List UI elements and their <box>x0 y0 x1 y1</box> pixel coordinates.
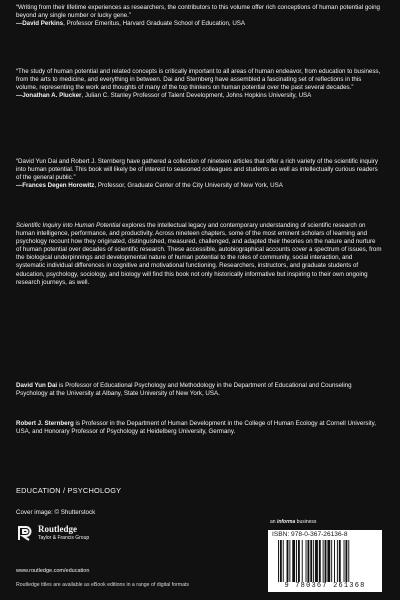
barcode-bar <box>348 540 349 582</box>
bio-name: David Yun Dai <box>16 382 58 389</box>
barcode-bar <box>327 540 330 582</box>
quote-attribution <box>16 182 382 190</box>
bio-text: is Professor in the Department of Human Development in the College of Human Ecology at Cornell University, USA, and Honorary Professor of Psychology at Heidelberg University, Germany. <box>16 420 376 436</box>
quote-author: —Frances Degen Horowitz <box>16 182 95 190</box>
quote-text: “The study of human potential and related concepts is critically important to all areas of human endeavor, from education to business, from the arts to medicine, and everything in between. Dai and Sternberg have assembled a fascinating set of reflections in this volume, representing the work and thoughts of many of the top thinkers on human potential over the past several decades.” <box>16 68 381 92</box>
barcode-panel <box>268 530 382 592</box>
quote-attribution <box>16 92 382 100</box>
author-bio-1 <box>16 382 382 398</box>
barcode-bar <box>287 540 289 582</box>
bio-text: is Professor of Educational Psychology and Methodology in the Department of Educational and Counseling Psychology at the University at Albany, State University of New York, USA. <box>16 382 352 398</box>
author-bio-2 <box>16 420 382 436</box>
barcode-bar <box>323 540 324 582</box>
quote-affiliation: , Professor, Graduate Center of the City University of New York, USA <box>94 182 283 190</box>
endorsement-quote-2 <box>16 68 382 100</box>
barcode-bar <box>344 540 345 582</box>
barcode-bar <box>296 540 297 582</box>
barcode-bar <box>345 540 347 582</box>
quote-author: —Jonathan A. Plucker <box>16 92 82 100</box>
barcode-bar <box>315 540 318 582</box>
publisher-group: Taylor & Francis Group <box>38 535 90 541</box>
publisher-logo <box>16 523 136 553</box>
barcode-bar <box>325 540 327 582</box>
barcode-bar <box>310 540 312 582</box>
barcode-bar <box>307 540 309 582</box>
barcode-bar <box>334 540 335 582</box>
barcode-bar <box>313 540 314 582</box>
barcode-bar <box>331 540 332 582</box>
barcode-bar <box>278 540 279 582</box>
endorsement-quote-3 <box>16 158 382 190</box>
barcode-bar <box>337 540 338 582</box>
informa-business-label: an informa business <box>270 519 317 525</box>
barcode-bar <box>283 540 284 582</box>
quote-text: “Writing from their lifetime experiences as researchers, the contributors to this volume offer rich conceptions of human potential going beyond any single number or lucky gene.” <box>16 4 380 20</box>
barcode-digits: 9 780367 261368 <box>284 582 366 590</box>
barcode-icon <box>278 540 372 582</box>
barcode-bar <box>298 540 300 582</box>
publisher-url[interactable]: www.routledge.com/education <box>16 568 90 574</box>
barcode-bar <box>302 540 303 582</box>
routledge-logo-icon <box>16 523 36 543</box>
quote-author: —David Perkins <box>16 20 64 28</box>
description-body: explores the intellectual legacy and contemporary understanding of scientific research on human intelligence, performance, and productivity. Across nineteen chapters, some of the most eminent scholars of learning and psychology recount how they originated, distinguished, measured, challenged, and adapted their theories on the nature and nurture of human potential over decades of scientific research. These accessible, autobiographical accounts cover a spectrum of issues, from the biological underpinnings and developmental nature of human potential to the roles of community, social interaction, and systematic individual differences in cognitive and motivational functioning. Researchers, instructors, and graduate students of education, psychology, sociology, and biology will find this book not only historically informative but inspiring to their own ongoing research journeys, as well. <box>16 222 382 286</box>
barcode-bar <box>339 540 341 582</box>
book-description <box>16 222 382 287</box>
quote-affiliation: , Julian C. Stanley Professor of Talent Development, Johns Hopkins University, USA <box>81 92 312 100</box>
subject-category: EDUCATION / PSYCHOLOGY <box>16 486 122 495</box>
informa-brand: informa <box>276 519 296 525</box>
endorsement-quote-1 <box>16 4 382 28</box>
quote-text: “David Yun Dai and Robert J. Sternberg have gathered a collection of nineteen articles that offer a rich variety of the scientific inquiry into human potential. This book will likely be of interest to seasoned colleagues and students as well as intellectually curious readers of the general public.” <box>16 158 378 182</box>
barcode-bar <box>319 540 321 582</box>
barcode-bar <box>280 540 282 582</box>
bio-name: Robert J. Sternberg <box>16 420 74 427</box>
barcode-bar <box>289 540 290 582</box>
book-title: Scientific Inquiry into Human Potential <box>16 222 121 229</box>
ebook-note: Routledge titles are available as eBook editions in a range of digital formats <box>16 582 190 588</box>
publisher-name: Routledge <box>38 524 77 534</box>
isbn-text: ISBN: 978-0-367-26136-8 <box>272 531 348 538</box>
barcode-bar <box>292 540 295 582</box>
quote-attribution <box>16 20 382 28</box>
quote-affiliation: , Professor Emeritus, Harvard Graduate School of Education, USA <box>63 20 246 28</box>
barcode-bar <box>306 540 307 582</box>
cover-image-credit: Cover image: © Shutterstock <box>16 509 96 516</box>
